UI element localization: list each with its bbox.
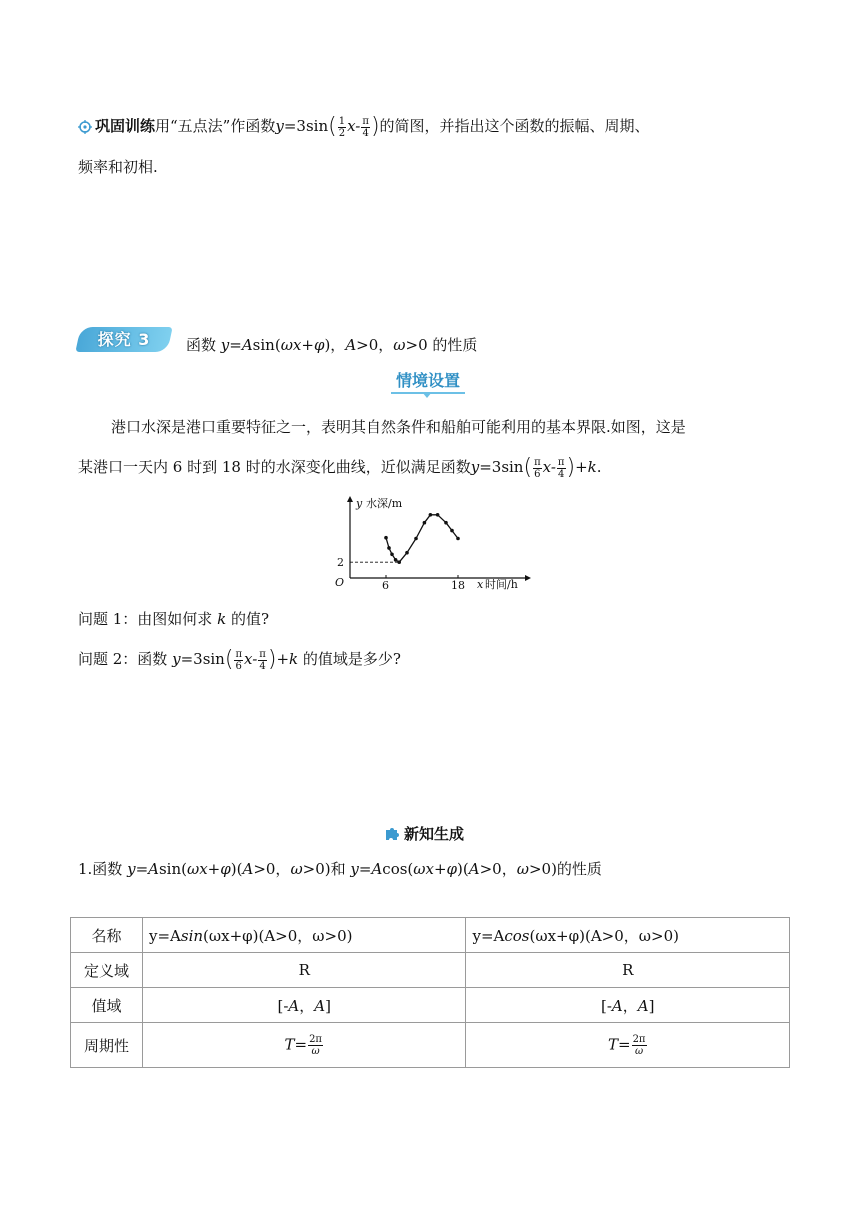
- exercise-text-pre: 用“五点法”作函数: [155, 117, 276, 135]
- q2-k: k: [289, 650, 299, 668]
- table-header-row: [71, 918, 790, 953]
- x-axis-letter: x: [477, 578, 484, 591]
- exercise-text-post: 的简图，并指出这个函数的振幅、周期、: [379, 117, 650, 135]
- row-period-name: 周期性: [71, 1023, 143, 1068]
- data-point: [450, 529, 454, 533]
- item1-f1: y=A: [127, 860, 159, 878]
- exercise-label: 巩固训练: [95, 117, 156, 135]
- exercise-frac-2: $\frac{\pi}{4}$: [362, 115, 369, 139]
- q1-k: k: [217, 610, 227, 628]
- item1-f2g: ω: [516, 860, 529, 878]
- exercise-frac-1: $\frac{1}{2}$: [338, 115, 346, 139]
- scene-frac-2: $\frac{\pi}{4}$: [557, 456, 565, 480]
- q2-plus: +: [276, 650, 290, 668]
- q1-pre: 问题 1：由图如何求: [78, 610, 213, 628]
- section-title-end: >0 的性质: [405, 336, 478, 354]
- table-row: [71, 953, 790, 988]
- item1-f1d: )(: [230, 860, 243, 878]
- x-tick-label: 18: [451, 579, 465, 592]
- question-2: [78, 644, 401, 674]
- data-point: [444, 521, 448, 525]
- scene-k: k: [587, 458, 597, 476]
- row-domain-sin: R: [143, 953, 466, 988]
- scene-label-text: 情境设置: [395, 371, 460, 390]
- data-point: [397, 560, 401, 564]
- scene-line2-pre: 某港口一天内 6 时到 18 时的水深变化曲线，近似满足函数: [78, 458, 471, 476]
- item1-f1g: ω: [290, 860, 303, 878]
- data-point: [394, 558, 398, 562]
- item1-f2b: cos(: [382, 860, 414, 878]
- item1-f1f: >0，: [253, 860, 291, 878]
- exercise-func-eq: =3sin: [283, 117, 329, 135]
- table-row: [71, 1023, 790, 1068]
- q2-eq: =3sin: [180, 650, 225, 668]
- y-axis-letter: y: [356, 497, 363, 510]
- properties-table: [70, 917, 790, 1068]
- item1-f1b: sin(: [158, 860, 187, 878]
- row-range-name: 值域: [71, 988, 143, 1023]
- header-name: 名称: [71, 918, 143, 953]
- item1-f1h: >0)和: [302, 860, 346, 878]
- scene-label: [385, 371, 471, 399]
- data-point: [423, 521, 427, 525]
- paren-close: ): [370, 114, 380, 139]
- section-title-close: )，: [324, 336, 346, 354]
- row-range-sin: [-A，A]: [143, 988, 466, 1023]
- paren-open: (: [523, 455, 533, 480]
- q2-x: x-: [244, 650, 258, 668]
- q2-frac-2: $\frac{\pi}{4}$: [259, 648, 266, 672]
- y-axis-arrow: [347, 496, 353, 502]
- q2-post: 的值域是多少?: [302, 650, 401, 668]
- header-sin: y=Asin(ωx+φ)(A>0，ω>0): [143, 918, 466, 953]
- data-point: [414, 537, 418, 541]
- item1-f2d: )(: [457, 860, 469, 878]
- item1-f2c: ωx+φ: [413, 860, 458, 878]
- y-axis-label: 水深/m: [366, 497, 403, 510]
- target-icon: [78, 120, 92, 134]
- data-point: [429, 513, 433, 517]
- paren-open: (: [224, 647, 234, 672]
- item1-f2e: A: [468, 860, 480, 878]
- paren-close: ): [267, 647, 277, 672]
- water-depth-chart: [325, 492, 535, 596]
- scene-paragraph-line-2: [78, 452, 602, 482]
- section-title-gt0: >0，: [356, 336, 394, 354]
- scene-y: y: [470, 458, 480, 476]
- x-axis-arrow: [525, 575, 531, 581]
- item1-f2h: >0)的性质: [528, 860, 602, 878]
- origin-label: O: [335, 576, 345, 589]
- section-title: [186, 334, 477, 355]
- row-period-sin: T= $\frac{2\pi}{\omega}$: [143, 1023, 466, 1068]
- new-knowledge-label: 新知生成: [404, 825, 465, 843]
- q2-pre: 问题 2：函数: [78, 650, 168, 668]
- data-point: [390, 553, 394, 557]
- scene-eq: =3sin: [479, 458, 524, 476]
- section-badge: [75, 327, 172, 352]
- scene-period: .: [596, 458, 602, 476]
- question-1: [78, 608, 269, 629]
- table-row: [71, 988, 790, 1023]
- row-period-cos: T= $\frac{2\pi}{\omega}$: [466, 1023, 790, 1068]
- item1-f1c: ωx+φ: [186, 860, 231, 878]
- exercise-line-2: 频率和初相.: [78, 158, 158, 176]
- y-tick-label: 2: [337, 556, 344, 570]
- data-point: [405, 551, 409, 555]
- header-cos: y=Acos(ωx+φ)(A>0，ω>0): [466, 918, 790, 953]
- scene-label-notch: [422, 392, 432, 398]
- section-badge-text: 探究 3: [97, 330, 151, 349]
- row-range-cos: [-A，A]: [466, 988, 790, 1023]
- q1-post: 的值?: [230, 610, 270, 628]
- q2-frac-1: $\frac{\pi}{6}$: [235, 648, 243, 672]
- x-axis-label: 时间/h: [485, 578, 518, 591]
- row-domain-name: 定义域: [71, 953, 143, 988]
- row-domain-cos: R: [466, 953, 790, 988]
- section-title-formula: y=A: [220, 336, 253, 354]
- section-title-w: ω: [393, 336, 406, 354]
- data-point: [456, 537, 460, 541]
- scene-paragraph-line-1: 港口水深是港口重要特征之一，表明其自然条件和船舶可能利用的基本界限.如图，这是: [111, 418, 686, 436]
- item1-f2: y=A: [350, 860, 383, 878]
- q2-y: y: [172, 650, 181, 668]
- exercise-func-y: y: [275, 117, 284, 135]
- new-knowledge-heading: [384, 823, 464, 844]
- data-point: [436, 513, 440, 517]
- puzzle-icon: [384, 825, 400, 841]
- item1-pre: 1.函数: [78, 860, 123, 878]
- new-knowledge-item-1: [78, 858, 602, 879]
- x-tick-label: 6: [382, 579, 389, 592]
- paren-close: ): [566, 455, 576, 480]
- scene-plus: +: [575, 458, 588, 476]
- data-point: [384, 536, 388, 540]
- scene-x: x-: [542, 458, 556, 476]
- exercise-line-1: [78, 112, 650, 140]
- item1-f1e: A: [242, 860, 254, 878]
- section-title-wx: ωx+φ: [280, 336, 325, 354]
- section-title-pre: 函数: [186, 336, 217, 354]
- section-title-a: A: [345, 336, 357, 354]
- item1-f2f: >0，: [479, 860, 517, 878]
- exercise-func-x: x-: [347, 117, 361, 135]
- data-point: [387, 546, 391, 550]
- scene-frac-1: $\frac{\pi}{6}$: [534, 456, 541, 480]
- section-title-sin: sin(: [252, 336, 281, 354]
- paren-open: (: [328, 114, 337, 139]
